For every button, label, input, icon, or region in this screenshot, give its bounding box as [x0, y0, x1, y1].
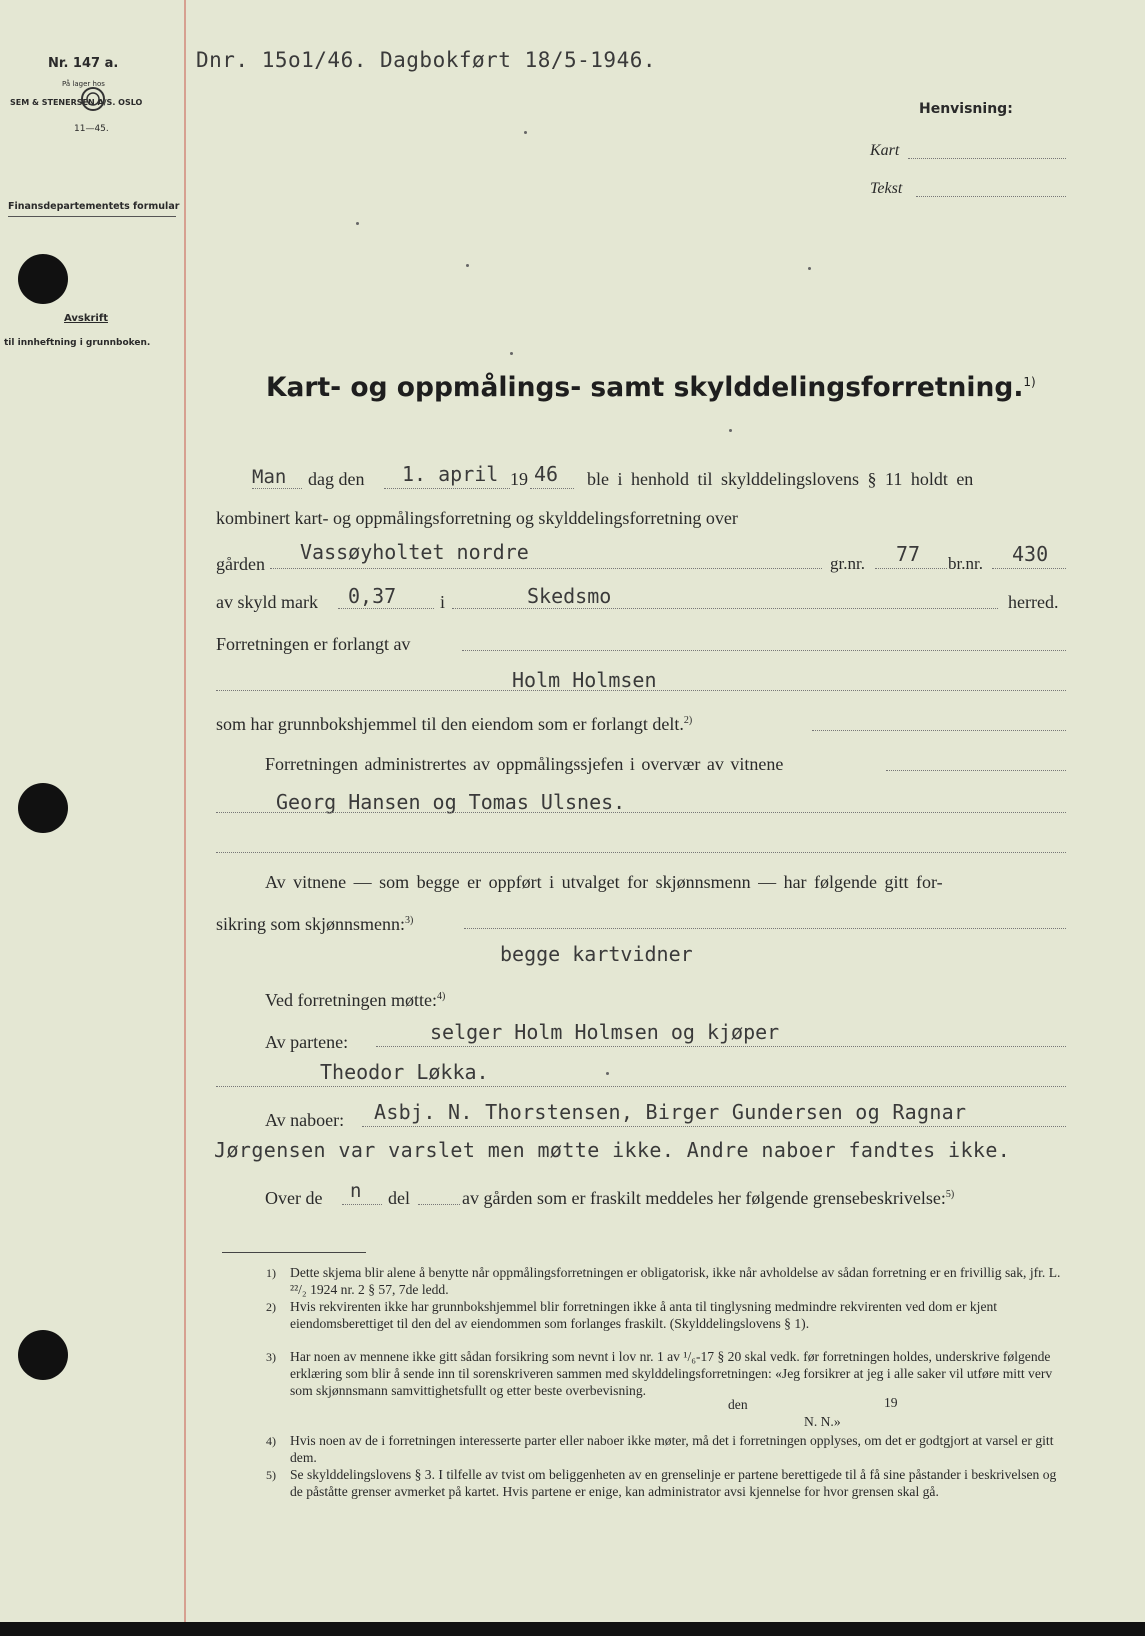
tax-value: 0,37: [348, 584, 397, 608]
del-label: del: [388, 1188, 410, 1208]
date-value: 1. april: [402, 462, 499, 486]
punch-hole: [18, 254, 68, 304]
paper-speck: [808, 267, 811, 270]
paper-speck: [510, 352, 513, 355]
scan-edge: [0, 1622, 1145, 1636]
paper-speck: [606, 1072, 609, 1075]
tax-line: [338, 608, 434, 609]
part-line: [342, 1204, 382, 1205]
municipality-line: [452, 608, 998, 609]
gnr-value: 77: [896, 542, 921, 566]
assurance-line-1: Av vitnene — som begge er oppført i utvalget for skjønnsmenn — har følgende gitt for-: [265, 872, 943, 892]
weekday-value: Man: [252, 466, 287, 488]
assurance-line-2: [216, 914, 413, 935]
punch-hole: [18, 1330, 68, 1380]
title-holder-line: [812, 730, 1066, 731]
document-title: [266, 372, 1036, 403]
requested-label: Forretningen er forlangt av: [216, 634, 411, 654]
reference-label: Henvisning:: [919, 101, 1013, 117]
printer-line-1: På lager hos: [62, 80, 105, 88]
form-source: Finansdepartementets formular: [8, 201, 180, 212]
title-holder-text: [216, 714, 692, 735]
print-date: 11—45.: [74, 124, 109, 134]
bnr-line: [992, 568, 1066, 569]
witnesses-line-1: [216, 812, 1066, 813]
witnesses-value: Georg Hansen og Tomas Ulsnes.: [276, 790, 626, 814]
tax-label: av skyld mark: [216, 592, 318, 612]
footnote-4-number: 4): [266, 1434, 276, 1448]
footnote-1-number: 1): [266, 1266, 276, 1280]
footnote-3-number: 3): [266, 1350, 276, 1364]
in-label: i: [440, 592, 446, 612]
footnote-5-text: Se skylddelingslovens § 3. I tilfelle av tvist om beliggenheten av en grenselinje er partene berettigede til å få sine påstander i beskrivelsen og de påståtte grenser avmerket på kartet. Hvis partene er enige, kan administrator avsi kjennelse for hvor grensen skal gå.: [290, 1467, 1057, 1499]
footnote-2-number: 2): [266, 1300, 276, 1314]
requested-line-1: [462, 650, 1066, 651]
requested-value: Holm Holmsen: [512, 668, 657, 692]
text-fill-line: [916, 196, 1066, 197]
farm-label: gården: [216, 554, 265, 574]
footnote-rule: [222, 1252, 366, 1253]
footnote-4-text: Hvis noen av de i forretningen interesserte parter eller naboer ikke møter, må det i forretningen opplyses, om det er godtgjort at varsel er gitt dem.: [290, 1433, 1054, 1465]
admin-text: Forretningen administrertes av oppmålingssjefen i overvær av vitnene: [265, 754, 784, 774]
copy-subtitle: til innheftning i grunnboken.: [4, 338, 151, 348]
municipality-value: Skedsmo: [527, 584, 612, 608]
bnr-label: br.nr.: [948, 554, 983, 573]
admin-line: [886, 770, 1066, 771]
farm-value: Vassøyholtet nordre: [300, 540, 529, 564]
assurance-value: begge kartvidner: [500, 942, 693, 966]
paper-speck: [729, 429, 732, 432]
herred-label: herred.: [1008, 592, 1059, 612]
part-value: n: [350, 1180, 362, 1202]
witnesses-line-2: [216, 852, 1066, 853]
printer-line-2: SEM & STENERSEN A/S. OSLO: [10, 98, 143, 107]
parties-value-1: selger Holm Holmsen og kjøper: [430, 1020, 780, 1044]
attended-text: Ved forretningen møtte:: [265, 990, 437, 1010]
footnote-ref-5: 5): [945, 1189, 955, 1200]
farm-line: [270, 568, 822, 569]
paper-speck: [524, 131, 527, 134]
margin-rule: [184, 0, 186, 1622]
footnote-ref-2: 2): [683, 715, 693, 726]
parties-line-2: [216, 1086, 1066, 1087]
boundary-text: [462, 1188, 954, 1209]
registration-stamp: Dnr. 15o1/46. Dagbokført 18/5-1946.: [196, 48, 657, 72]
paper-speck: [356, 222, 359, 225]
footnote-2-text: Hvis rekvirenten ikke har grunnbokshjemmel blir forretningen ikke å anta til tinglysning medmindre rekvirenten ved dom er kjent eiendomsberettiget til den del av eiendommen som forlanges fraskilt. (Skylddelingslovens § 1).: [290, 1299, 998, 1331]
parties-value-2: Theodor Løkka.: [320, 1060, 489, 1084]
year-line: [530, 488, 574, 489]
year-value: 46: [534, 462, 559, 486]
parties-label: Av partene:: [265, 1032, 349, 1052]
footnote-ref-4: 4): [436, 991, 446, 1002]
form-number: Nr. 147 a.: [48, 56, 119, 71]
title-holder-sentence: som har grunnbokshjemmel til den eiendom som er forlangt delt.: [216, 714, 684, 734]
attended-label: [265, 990, 445, 1011]
neighbours-line-1: [362, 1126, 1066, 1127]
neighbours-value-2: Jørgensen var varslet men møtte ikke. Andre naboer fandtes ikke.: [214, 1138, 1011, 1162]
title-footnote-ref: 1): [1023, 375, 1036, 390]
parties-line-1: [376, 1046, 1066, 1047]
map-label: Kart: [870, 142, 900, 159]
map-fill-line: [908, 158, 1066, 159]
assurance-line: [464, 928, 1066, 929]
punch-hole: [18, 783, 68, 833]
weekday-line: [252, 488, 302, 489]
boundary-sentence: av gården som er fraskilt meddeles her følgende grensebeskrivelse:: [462, 1188, 946, 1208]
neighbours-value-1: Asbj. N. Thorstensen, Birger Gundersen og Ragnar: [374, 1100, 967, 1124]
year-prefix: 19: [510, 469, 528, 489]
gnr-label: gr.nr.: [830, 554, 865, 573]
footnote-3-den: den: [728, 1397, 748, 1412]
footnote-5-number: 5): [266, 1468, 276, 1482]
date-label: dag den: [308, 469, 365, 489]
footnote-3-signature: N. N.»: [804, 1414, 841, 1429]
copy-label: Avskrift: [64, 313, 108, 324]
intro-line-2: kombinert kart- og oppmålingsforretning og skylddelingsforretning over: [216, 508, 738, 528]
bnr-value: 430: [1012, 542, 1049, 566]
gnr-line: [875, 568, 947, 569]
margin-divider: [8, 216, 176, 217]
requested-line-2: [216, 690, 1066, 691]
date-line: [384, 488, 510, 489]
text-label: Tekst: [870, 180, 903, 197]
over-label: Over de: [265, 1188, 323, 1208]
printer-seal-icon: [80, 86, 106, 112]
assurance-text: sikring som skjønnsmenn:: [216, 914, 406, 934]
footnote-ref-3: 3): [405, 915, 414, 926]
paper-speck: [466, 264, 469, 267]
footnote-3-text: Har noen av mennene ikke gitt sådan forsikring som nevnt i lov nr. 1 av ¹/₆-17 § 20 skal vedk. før forretningen holdes, underskrive følgende erklæring som blir å sende inn til sorenskriveren sammen med skylddelingsforretningen: «Jeg forsikrer at jeg i alle saker vil utføre mitt verv som skjønnsmann samvittighetsfullt og etter beste overbevisning.: [290, 1349, 1053, 1398]
neighbours-label: Av naboer:: [265, 1110, 345, 1130]
title-text: Kart- og oppmålings- samt skylddelingsforretning.: [266, 372, 1024, 403]
footnote-3-year: 19: [884, 1395, 898, 1410]
del-line: [418, 1204, 460, 1205]
footnote-1-text: Dette skjema blir alene å benytte når oppmålingsforretningen er obligatorisk, ikke når avholdelse av sådan forretning er en frivillig sak, jfr. L. ²²/₂ 1924 nr. 2 § 57, 7de ledd.: [290, 1265, 1061, 1297]
intro-text: ble i henhold til skylddelingslovens § 11 holdt en: [587, 469, 974, 489]
